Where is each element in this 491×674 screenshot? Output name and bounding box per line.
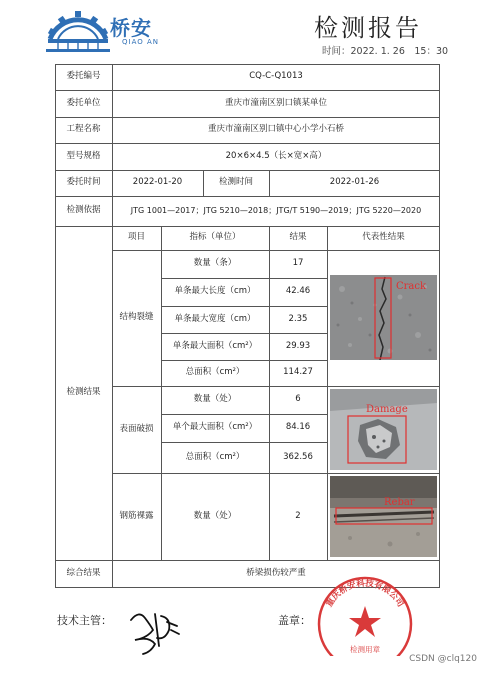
commission-unit-value: 重庆市潼南区别口镇某单位	[224, 97, 327, 108]
crack-photo	[330, 275, 437, 360]
crack-max-width-label: 单条最大宽度（cm）	[174, 313, 256, 324]
crack-max-length-value: 42.46	[285, 286, 311, 297]
project-name-value: 重庆市潼南区别口镇中心小学小石桥	[207, 124, 344, 135]
results-label: 检测结果	[66, 387, 101, 398]
logo-text: 桥安	[110, 16, 152, 40]
logo-subtitle: QIAO AN	[122, 38, 159, 46]
summary-label: 综合结果	[66, 568, 101, 579]
basis-label: 检测依据	[66, 205, 101, 216]
damage-count-value: 6	[295, 394, 301, 405]
crack-max-length-label: 单条最大长度（cm）	[174, 286, 256, 297]
watermark-text: CSDN @clq120	[409, 654, 477, 664]
col-header-indicator: 指标（单位）	[189, 232, 241, 243]
rebar-photo	[330, 476, 437, 557]
crack-max-width-value: 2.35	[288, 313, 308, 324]
damage-group-name: 表面破损	[119, 423, 154, 434]
report-title: 检测报告	[314, 14, 422, 42]
spec-value: 20×6×4.5（长×宽×高）	[225, 150, 327, 161]
report-time: 时间：2022. 1. 26 15：30	[322, 46, 449, 57]
project-name-label: 工程名称	[66, 124, 101, 135]
damage-total-area-value: 362.56	[283, 451, 313, 462]
test-time-label: 检测时间	[218, 177, 253, 188]
svg-text:重庆桥安科技有限公司	[324, 578, 407, 610]
summary-value: 桥梁损伤较严重	[246, 568, 306, 579]
damage-annotation-label: Damage	[366, 404, 408, 415]
stamp-arc-text: 重庆桥安科技有限公司	[324, 578, 406, 610]
damage-max-area-value: 84.16	[285, 422, 311, 433]
commission-no-label: 委托编号	[66, 71, 101, 82]
col-header-result: 结果	[289, 232, 307, 243]
commission-no-value: CQ-C-Q1013	[249, 71, 303, 82]
spec-label: 型号规格	[66, 150, 101, 161]
company-logo-icon	[44, 9, 174, 53]
report-table	[55, 64, 440, 588]
rebar-annotation-label: Rebar	[384, 497, 415, 508]
damage-total-area-label: 总面积（cm²）	[185, 451, 245, 462]
commission-time-value: 2022-01-20	[132, 177, 183, 188]
col-header-item: 项目	[127, 232, 145, 243]
signature-image	[125, 600, 185, 660]
crack-count-value: 17	[292, 258, 304, 269]
crack-annotation-label: Crack	[396, 281, 427, 292]
damage-photo	[330, 389, 437, 470]
seal-label: 盖章：	[278, 614, 311, 627]
basis-value: JTG 1001—2017；JTG 5210—2018；JTG/T 5190—2019；JTG 5220—2020	[130, 206, 422, 216]
damage-max-area-label: 单个最大面积（cm²）	[172, 422, 258, 433]
stamp-bottom-text: 检测用章	[350, 645, 380, 654]
tech-supervisor-label: 技术主管：	[57, 614, 112, 627]
commission-time-label: 委托时间	[66, 177, 101, 188]
col-header-image: 代表性结果	[362, 232, 405, 243]
crack-total-area-value: 114.27	[283, 367, 313, 378]
rebar-count-value: 2	[295, 510, 301, 521]
commission-unit-label: 委托单位	[66, 97, 101, 108]
rebar-group-name: 钢筋裸露	[119, 510, 154, 521]
rebar-count-label: 数量（处）	[193, 510, 237, 521]
company-seal-stamp	[313, 576, 417, 656]
damage-count-label: 数量（处）	[193, 394, 237, 405]
crack-max-area-label: 单条最大面积（cm²）	[172, 340, 258, 351]
test-time-value: 2022-01-26	[329, 177, 380, 188]
crack-total-area-label: 总面积（cm²）	[185, 367, 245, 378]
crack-group-name: 结构裂缝	[119, 312, 154, 323]
crack-max-area-value: 29.93	[285, 340, 311, 351]
crack-count-label: 数量（条）	[193, 258, 237, 269]
